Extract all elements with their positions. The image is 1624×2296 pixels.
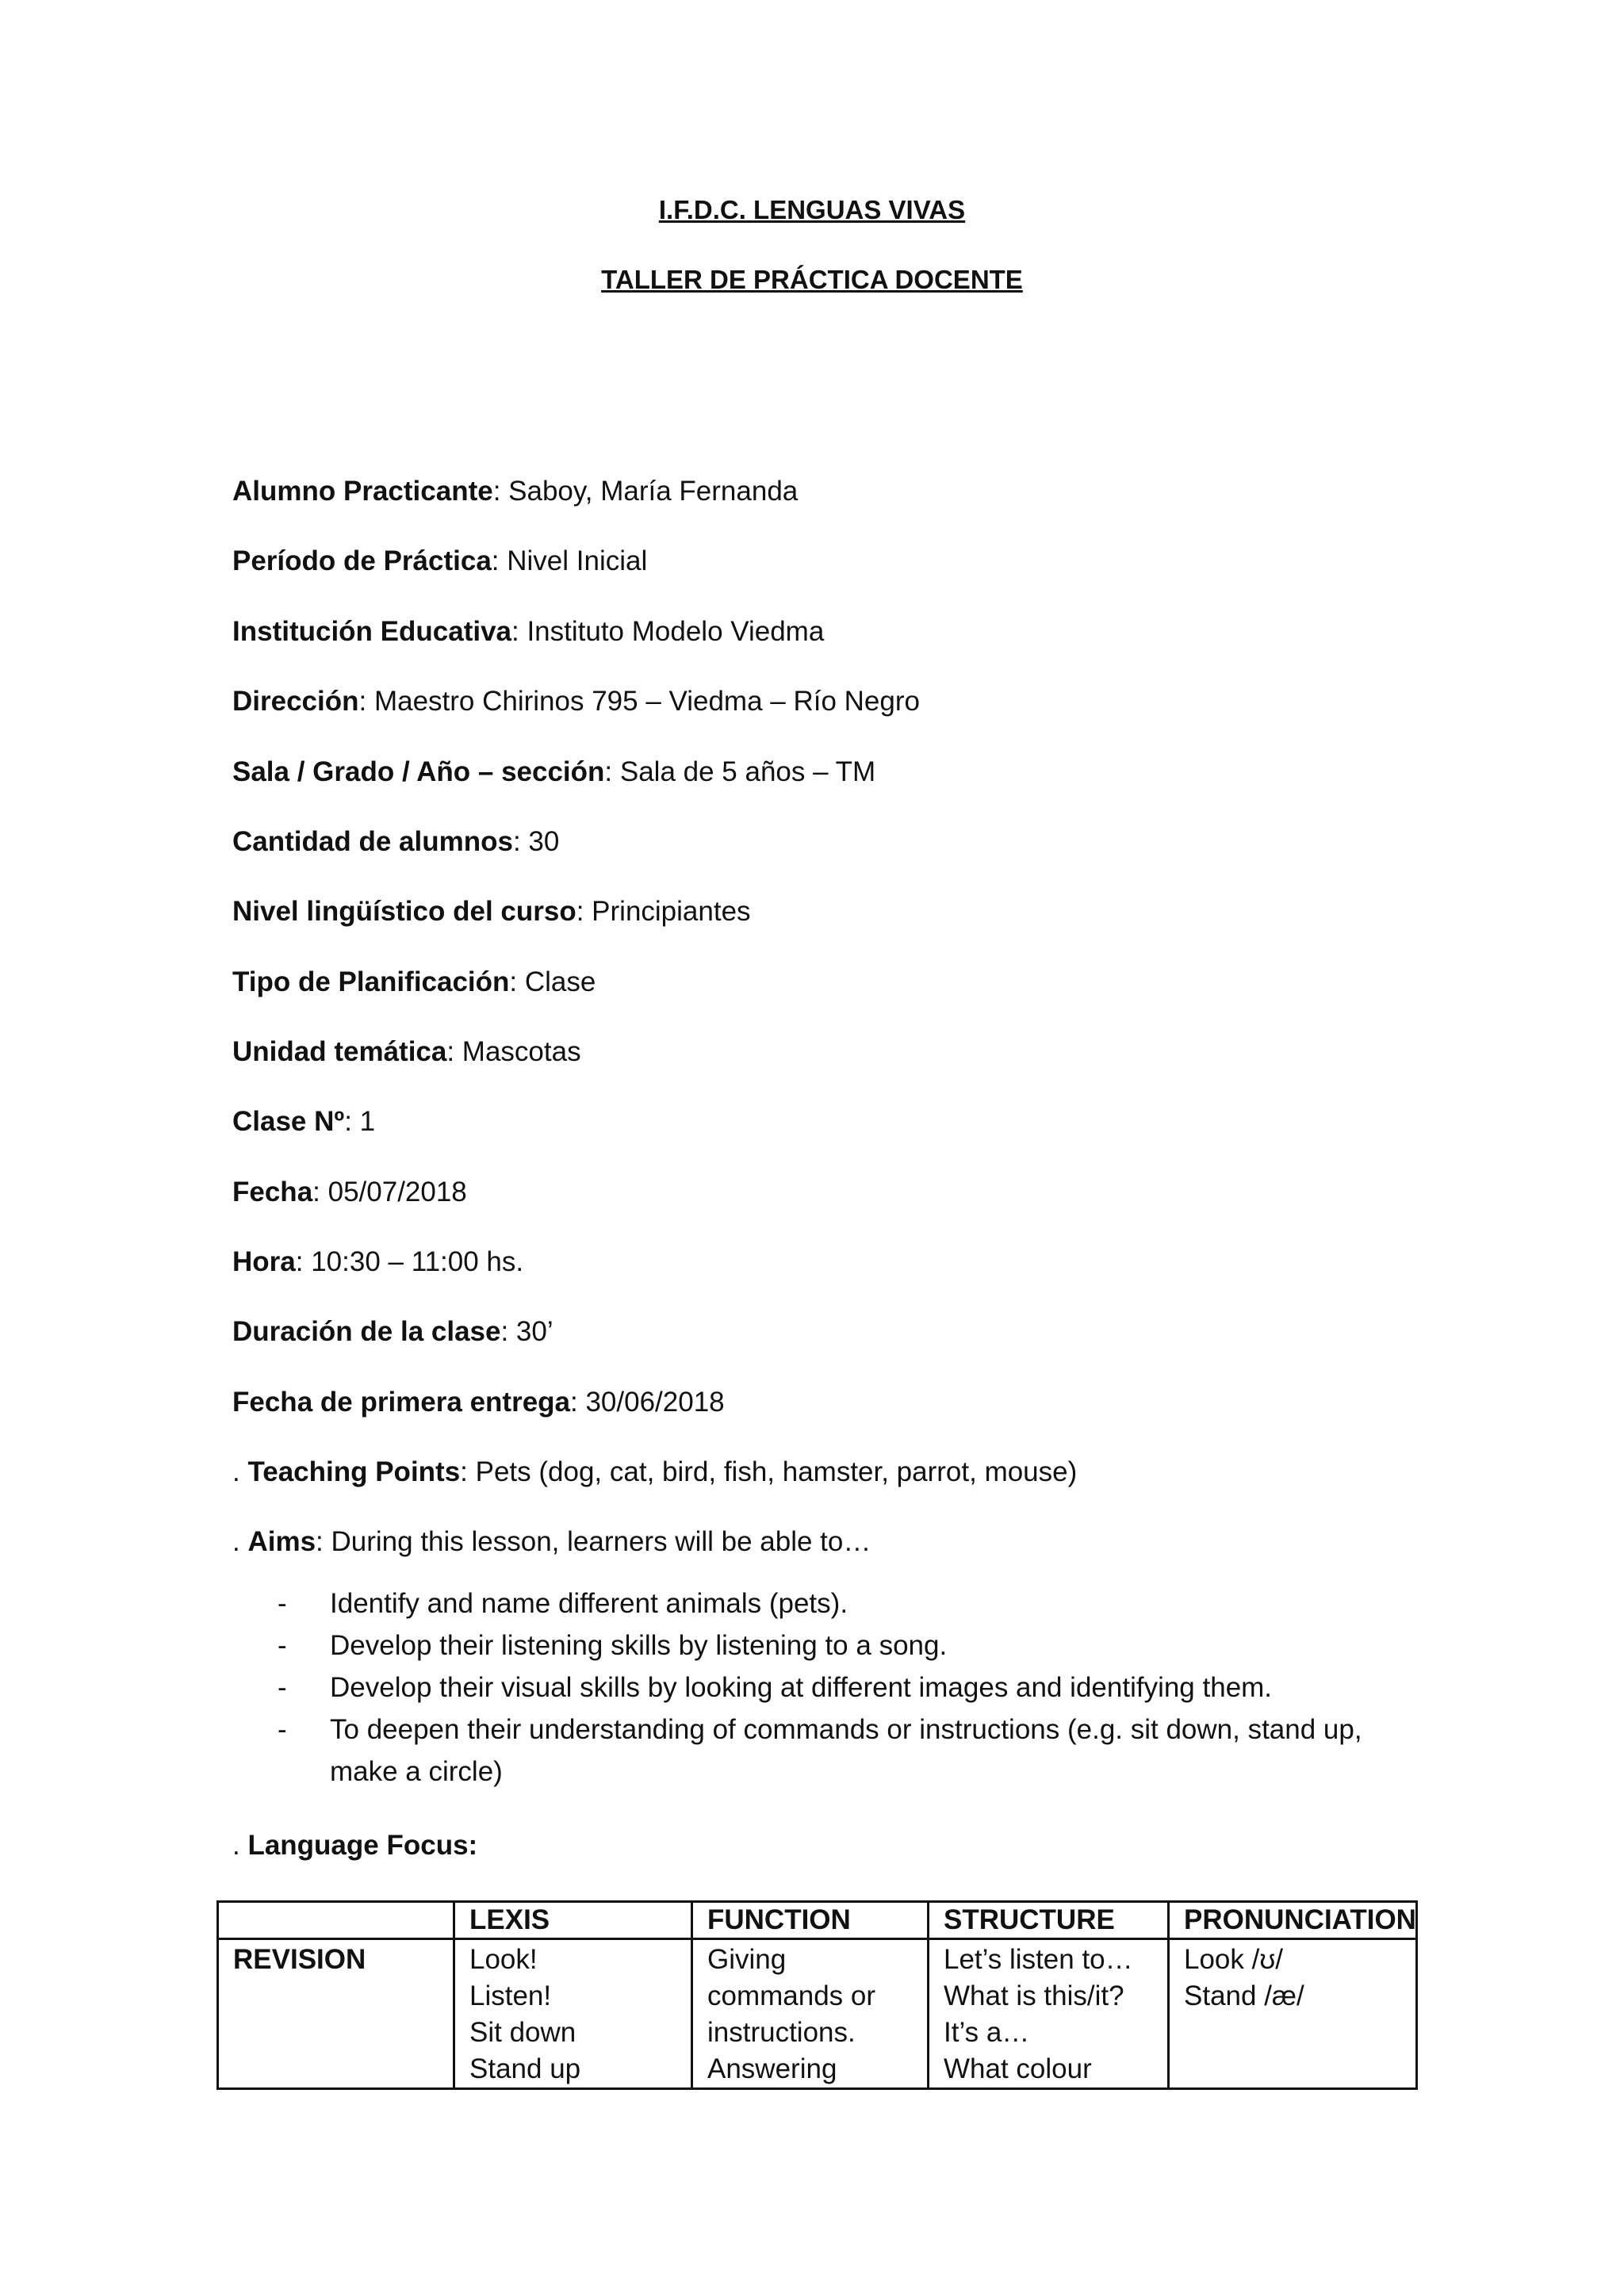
list-item (278, 1624, 1404, 1667)
field-value: : Saboy, María Fernanda (492, 476, 799, 507)
field-label: Institución Educativa (232, 616, 511, 647)
field-value: : Sala de 5 años – TM (604, 756, 876, 787)
field-direccion (232, 686, 920, 718)
cell-line: Giving (707, 1944, 787, 1975)
list-item (278, 1667, 1404, 1709)
table-row (218, 1939, 1417, 2089)
institution-title: I.F.D.C. LENGUAS VIVAS (658, 195, 966, 224)
list-item-text: Develop their listening skills by listening to a song. (330, 1630, 948, 1661)
field-value: : 1 (344, 1106, 376, 1137)
cell-line: Look /ʊ/ (1184, 1944, 1283, 1975)
field-value: : 05/07/2018 (312, 1177, 467, 1207)
course-title: TALLER DE PRÁCTICA DOCENTE (601, 265, 1023, 294)
cell-line: It’s a… (944, 2017, 1030, 2048)
column-header-function: FUNCTION (692, 1902, 929, 1939)
column-header-lexis: LEXIS (454, 1902, 692, 1939)
field-value: : Nivel Inicial (491, 545, 648, 576)
field-value: : Maestro Chirinos 795 – Viedma – Río Negro (358, 686, 920, 717)
cell-line: Stand /æ/ (1184, 1980, 1304, 2011)
field-fecha-entrega (232, 1387, 725, 1418)
field-value: : Pets (dog, cat, bird, fish, hamster, parrot, mouse) (460, 1456, 1078, 1487)
cell-line: Listen! (469, 1980, 552, 2011)
bullet-prefix: . (232, 1830, 248, 1861)
cell-structure (929, 1939, 1169, 2089)
bullet-prefix: . (232, 1526, 248, 1557)
cell-function (692, 1939, 929, 2089)
cell-line: commands or (707, 1980, 876, 2011)
bullet-prefix: . (232, 1456, 248, 1487)
field-unidad-tematica (232, 1036, 581, 1068)
field-label: Fecha de primera entrega (232, 1387, 570, 1418)
aims-list (278, 1582, 1404, 1793)
field-cantidad-alumnos (232, 826, 559, 858)
column-header-empty (218, 1902, 454, 1939)
language-focus-table (216, 1900, 1418, 2090)
field-label: Unidad temática (232, 1036, 447, 1067)
field-duracion (232, 1316, 553, 1348)
list-item-text: To deepen their understanding of commands or instructions (e.g. sit down, stand up, make a circle) (330, 1714, 1362, 1787)
cell-line: Sit down (469, 2017, 576, 2048)
field-label: Aims (247, 1526, 316, 1557)
teaching-points (232, 1456, 1077, 1488)
row-label-revision: REVISION (218, 1939, 454, 2089)
field-label: Alumno Practicante (232, 476, 493, 507)
cell-line: Let’s listen to… (944, 1944, 1133, 1975)
field-label: Duración de la clase (232, 1316, 501, 1347)
table-header-row (218, 1902, 1417, 1939)
field-label: Fecha (232, 1177, 313, 1207)
field-alumno-practicante (232, 476, 798, 507)
field-value: : Instituto Modelo Viedma (511, 616, 825, 647)
list-item-text: Identify and name different animals (pets). (330, 1588, 848, 1619)
field-label: Nivel lingüístico del curso (232, 896, 576, 927)
cell-pronunciation (1169, 1939, 1417, 2089)
field-label: Hora (232, 1246, 296, 1277)
field-value: : 30 (512, 826, 560, 857)
cell-line: Stand up (469, 2053, 581, 2084)
field-fecha (232, 1177, 467, 1208)
field-label: Teaching Points (247, 1456, 461, 1487)
field-value: : 30’ (500, 1316, 553, 1347)
field-clase-numero (232, 1106, 375, 1138)
cell-line: What is this/it? (944, 1980, 1124, 2011)
field-label: Clase Nº (232, 1106, 345, 1137)
field-value: : Clase (509, 966, 596, 997)
field-hora (232, 1246, 523, 1278)
dash-marker: - (278, 1672, 287, 1703)
field-value: : During this lesson, learners will be able to… (316, 1526, 871, 1557)
column-header-pronunciation: PRONUNCIATION (1169, 1902, 1417, 1939)
cell-line: Look! (469, 1944, 538, 1975)
field-value: : Principiantes (576, 896, 751, 927)
field-tipo-planificacion (232, 966, 596, 998)
field-institucion-educativa (232, 616, 824, 648)
field-sala-grado (232, 756, 875, 788)
field-label: Tipo de Planificación (232, 966, 510, 997)
dash-marker: - (278, 1588, 287, 1619)
cell-line: What colour (944, 2053, 1092, 2084)
dash-marker: - (278, 1714, 287, 1745)
aims (232, 1526, 871, 1558)
field-value: : Mascotas (446, 1036, 581, 1067)
field-label: Sala / Grado / Año – sección (232, 756, 605, 787)
cell-line: Answering (707, 2053, 837, 2084)
cell-line: instructions. (707, 2017, 856, 2048)
field-value: : 30/06/2018 (570, 1387, 725, 1418)
field-label: Language Focus: (247, 1830, 478, 1861)
list-item-text: Develop their visual skills by looking at different images and identifying them. (330, 1672, 1273, 1703)
column-header-structure: STRUCTURE (929, 1902, 1169, 1939)
field-nivel-linguistico (232, 896, 751, 928)
list-item (278, 1709, 1404, 1793)
field-periodo-practica (232, 545, 647, 577)
list-item (278, 1582, 1404, 1624)
field-label: Cantidad de alumnos (232, 826, 513, 857)
language-focus (232, 1830, 477, 1862)
field-label: Período de Práctica (232, 545, 492, 576)
field-label: Dirección (232, 686, 359, 717)
cell-lexis (454, 1939, 692, 2089)
field-value: : 10:30 – 11:00 hs. (295, 1246, 524, 1277)
dash-marker: - (278, 1630, 287, 1661)
